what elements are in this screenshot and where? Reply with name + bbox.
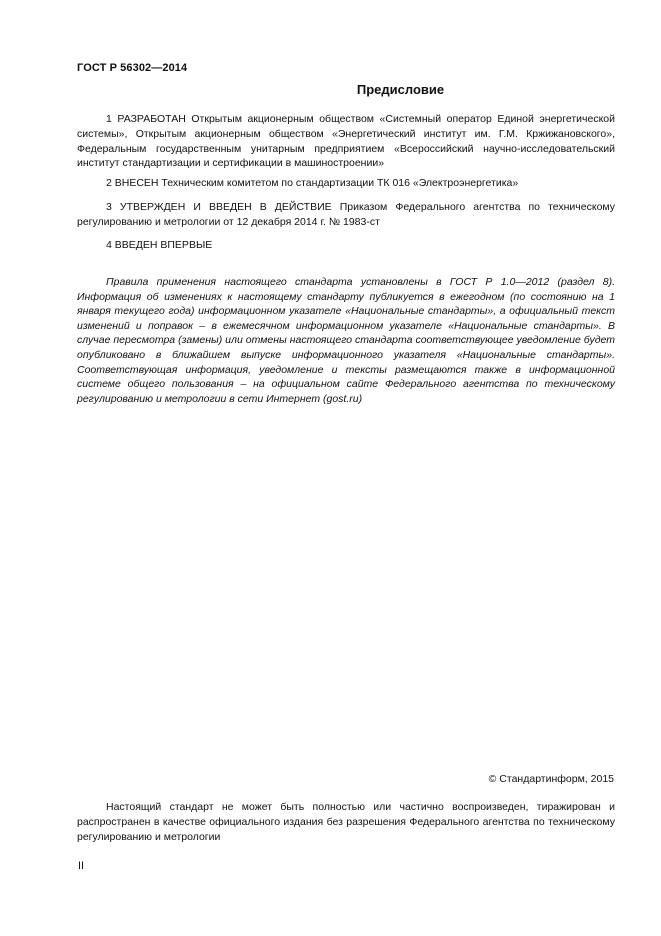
document-code: ГОСТ Р 56302—2014 [77,62,188,74]
section-1-developed-by: 1 РАЗРАБОТАН Открытым акционерным обществом «Системный оператор Единой энергетической системы», Открытым акционерным обществом «Энергетический институт им. Г.М. Кржижановского», Федеральным государственным унитарным предприятием «Всероссийский научно-исследовательский институт стандартизации и сертификации в машиностроении» [77,113,615,170]
section-2-introduced-by: 2 ВНЕСЕН Техническим комитетом по стандартизации ТК 016 «Электроэнергетика» [106,177,519,189]
section-4-first-introduced: 4 ВВЕДЕН ВПЕРВЫЕ [106,239,213,251]
section-3-approved: 3 УТВЕРЖДЕН И ВВЕДЕН В ДЕЙСТВИЕ Приказом Федерального агентства по техническому регулированию и метрологии от 12 декабря 2014 г. № 1983-ст [77,201,615,228]
page-number: II [78,860,85,872]
page-title: Предисловие [356,82,445,97]
copyright-notice: © Стандартинформ, 2015 [488,773,614,785]
application-rules-note: Правила применения настоящего стандарта установлены в ГОСТ Р 1.0—2012 (раздел 8). Информация об изменениях к настоящему стандарту публикуется в ежегодном (по состоянию на 1 января текущего года) информационном указателе «Национальные стандарты», а официальный текст изменений и поправок – в ежемесячном информационном указателе «Национальные стандарты». В случае пересмотра (замены) или отмены настоящего стандарта соответствующее уведомление будет опубликовано в ближайшем выпуске информационного указателя «Национальные стандарты». Соответствующая информация, уведомление и тексты размещаются также в информационной системе общего пользования – на официальном сайте Федерального агентства по техническому регулированию и метрологии в сети Интернет (gost.ru) [77,276,615,405]
reproduction-notice: Настоящий стандарт не может быть полностью или частично воспроизведен, тиражирован и распространен в качестве официального издания без разрешения Федерального агентства по техническому регулированию и метрологии [77,801,615,843]
